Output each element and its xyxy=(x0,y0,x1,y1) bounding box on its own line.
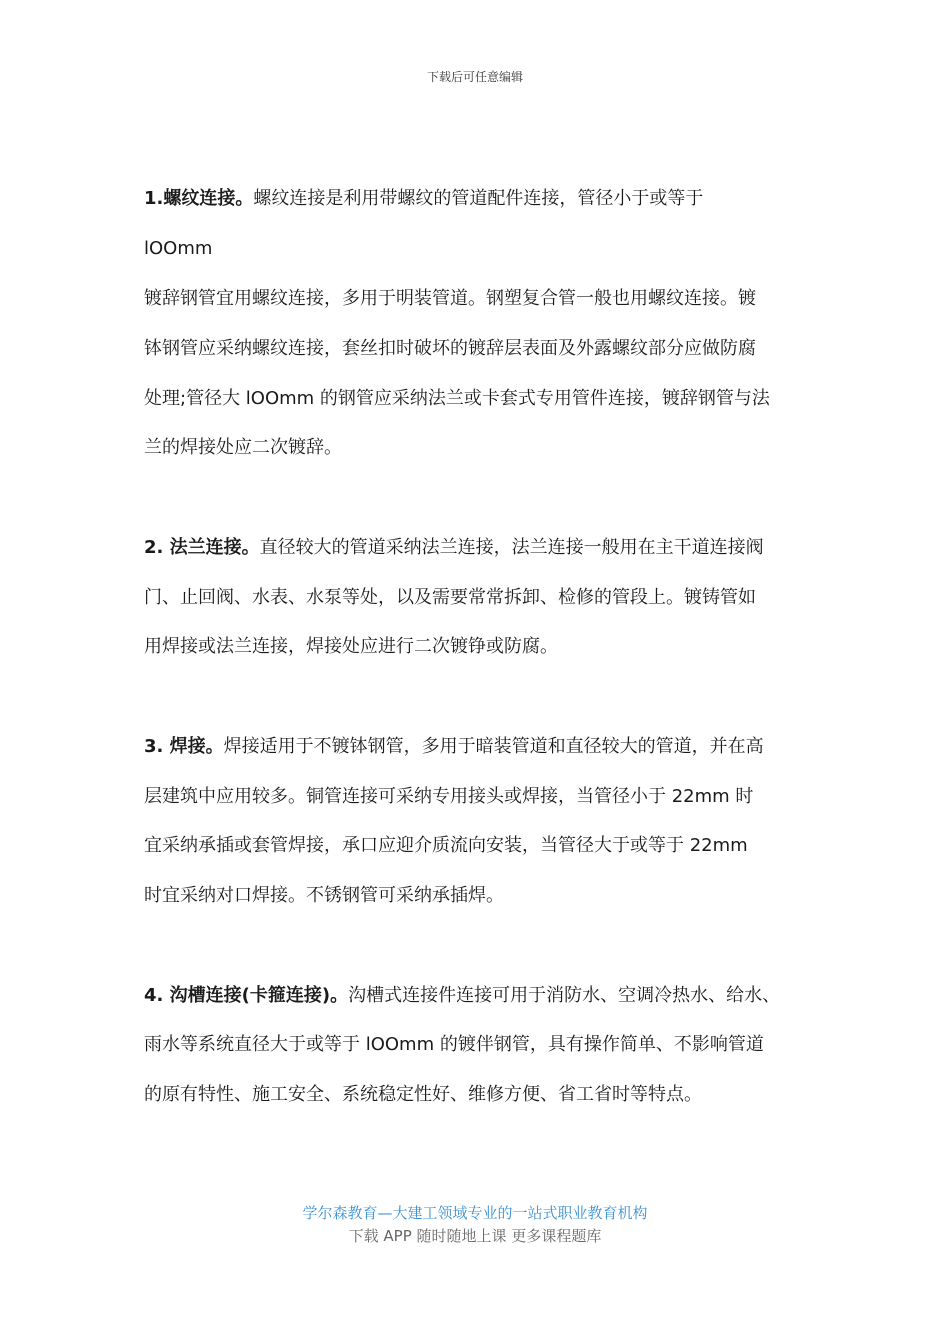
section-2-heading: 2. 法兰连接。 xyxy=(144,537,260,558)
footer-sub-text: 下载 APP 随时随地上课 更多课程题库 xyxy=(348,1227,602,1245)
section-4-line-3: 的原有特性、施工安全、系统稳定性好、维修方便、省工省时等特点。 xyxy=(144,1084,702,1105)
header-note: 下载后可任意编辑 xyxy=(426,70,523,84)
section-4-line-1 xyxy=(144,983,780,1009)
section-4-text-1: 沟槽式连接件连接可用于消防水、空调冷热水、给水、 xyxy=(348,985,781,1006)
section-1-text-1: 螺纹连接是利用带螺纹的管道配件连接，管径小于或等于 xyxy=(253,188,704,209)
section-1-heading: 1.螺纹连接。 xyxy=(144,188,254,209)
section-3-text-1: 焊接适用于不镀钵钢管，多用于暗装管道和直径较大的管道，并在高 xyxy=(223,736,764,757)
section-1-line-2: lOOmm xyxy=(144,238,213,259)
section-3-line-2: 层建筑中应用较多。铜管连接可采纳专用接头或焊接，当管径小于 22mm 时 xyxy=(144,786,754,807)
section-3-line-4: 时宜采纳对口焊接。不锈钢管可采纳承插焊。 xyxy=(144,885,504,906)
section-3-line-3: 宜采纳承插或套管焊接，承口应迎介质流向安装，当管径大于或等于 22mm xyxy=(144,835,748,856)
section-3-line-1 xyxy=(144,734,764,760)
section-3-heading: 3. 焊接。 xyxy=(144,736,224,757)
section-1-line-1 xyxy=(144,186,703,212)
section-2-line-1 xyxy=(144,535,764,561)
section-2-text-1: 直径较大的管道采纳法兰连接，法兰连接一般用在主干道连接阀 xyxy=(259,537,764,558)
section-1-line-4: 钵钢管应采纳螺纹连接，套丝扣时破坏的镀辞层表面及外露螺纹部分应做防腐 xyxy=(144,338,756,359)
section-2-line-2: 门、止回阀、水表、水泵等处，以及需要常常拆卸、检修的管段上。镀铸管如 xyxy=(144,587,756,608)
section-1-line-3: 镀辞钢管宜用螺纹连接，多用于明装管道。钢塑复合管一般也用螺纹连接。镀 xyxy=(144,288,756,309)
section-4-line-2: 雨水等系统直径大于或等于 lOOmm 的镀伴钢管，具有操作简单、不影响管道 xyxy=(144,1034,764,1055)
section-2-line-3: 用焊接或法兰连接，焊接处应进行二次镀铮或防腐。 xyxy=(144,636,558,657)
section-4-heading: 4. 沟槽连接(卡箍连接)。 xyxy=(144,985,349,1006)
section-1-line-5: 处理;管径大 lOOmm 的钢管应采纳法兰或卡套式专用管件连接，镀辞钢管与法 xyxy=(144,388,770,409)
footer-brand-text: 学尔森教育—大建工领域专业的一站式职业教育机构 xyxy=(302,1204,648,1222)
section-1-line-6: 兰的焊接处应二次镀辞。 xyxy=(144,437,342,458)
